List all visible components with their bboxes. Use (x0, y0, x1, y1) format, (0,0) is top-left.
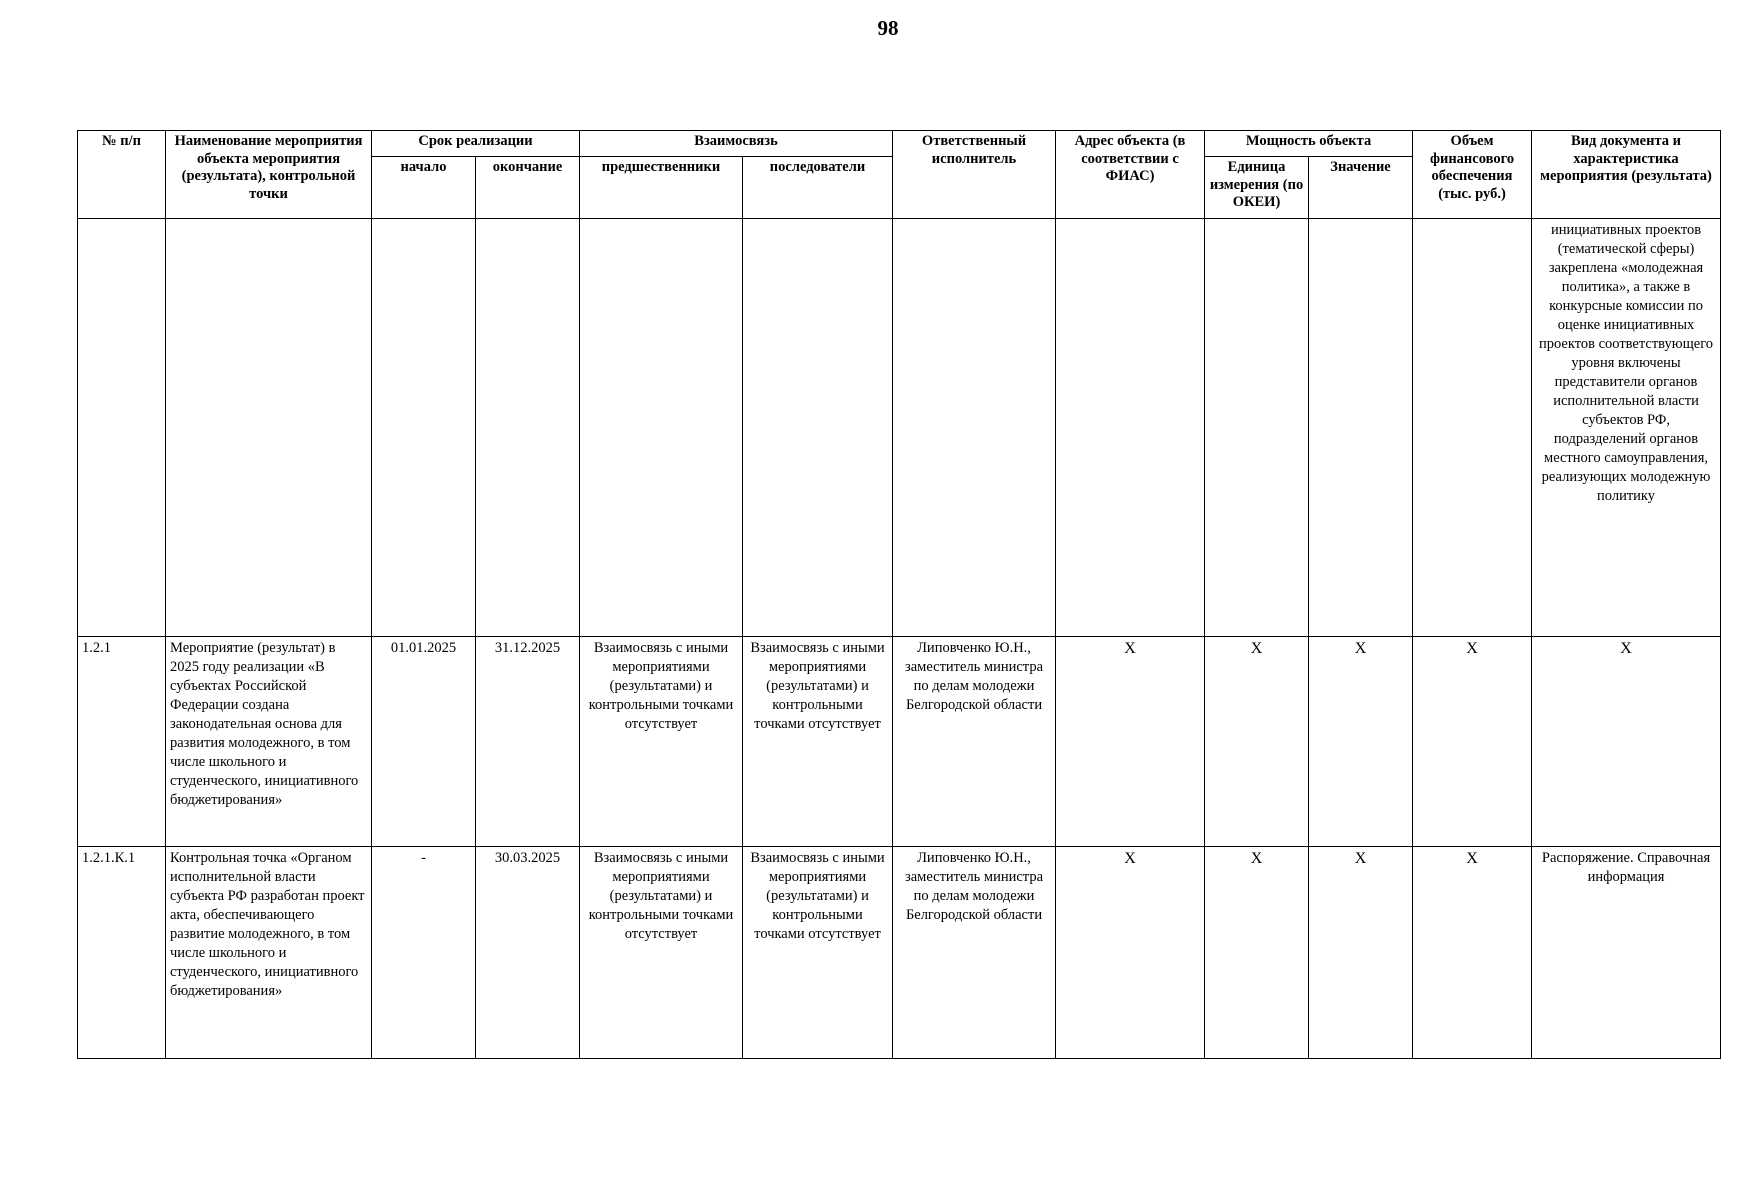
header-period: Срок реализации (372, 131, 580, 157)
cell-unit: X (1205, 637, 1309, 847)
table-row (78, 847, 1721, 1059)
cell-doc: Распоряжение. Справочная информация (1532, 847, 1721, 1059)
cell-num: 1.2.1 (78, 637, 166, 847)
table-row (78, 637, 1721, 847)
plan-table (77, 130, 1721, 1059)
cell-name: Контрольная точка «Органом исполнительной власти субъекта РФ разработан проект акта, обеспечивающего развитие молодежного, в том числе школьного и студенческого, инициативного бюджетирования» (166, 847, 372, 1059)
cell-empty (1309, 219, 1413, 637)
cell-empty (78, 219, 166, 637)
cell-start: 01.01.2025 (372, 637, 476, 847)
header-name: Наименование мероприятия объекта мероприятия (результата), контрольной точки (166, 131, 372, 219)
header-capacity: Мощность объекта (1205, 131, 1413, 157)
table-header (78, 131, 1721, 219)
header-predecessors: предшественники (580, 157, 743, 219)
cell-empty (1413, 219, 1532, 637)
cell-value: X (1309, 637, 1413, 847)
header-relation: Взаимосвязь (580, 131, 893, 157)
header-start: начало (372, 157, 476, 219)
page-number: 98 (877, 16, 899, 40)
cell-empty (476, 219, 580, 637)
cell-empty (372, 219, 476, 637)
cell-predecessors: Взаимосвязь с иными мероприятиями (результатами) и контрольными точками отсутствует (580, 637, 743, 847)
header-num: № п/п (78, 131, 166, 219)
header-unit: Единица измерения (по ОКЕИ) (1205, 157, 1309, 219)
cell-responsible: Липовченко Ю.Н., заместитель министра по делам молодежи Белгородской области (893, 847, 1056, 1059)
cell-doc-continuation: инициативных проектов (тематической сферы) закреплена «молодежная политика», а также в конкурсные комиссии по оценке инициативных проектов соответствующего уровня включены представители органов исполнительной власти субъектов РФ, подразделений органов местного самоуправления, реализующих молодежную политику (1532, 219, 1721, 637)
cell-unit: X (1205, 847, 1309, 1059)
cell-value: X (1309, 847, 1413, 1059)
cell-funding: X (1413, 847, 1532, 1059)
cell-empty (1056, 219, 1205, 637)
cell-address: X (1056, 637, 1205, 847)
header-funding: Объем финансового обеспечения (тыс. руб.) (1413, 131, 1532, 219)
cell-predecessors: Взаимосвязь с иными мероприятиями (результатами) и контрольными точками отсутствует (580, 847, 743, 1059)
cell-end: 31.12.2025 (476, 637, 580, 847)
cell-start: - (372, 847, 476, 1059)
cell-name: Мероприятие (результат) в 2025 году реализации «В субъектах Российской Федерации создана законодательная основа для развития молодежного, в том числе школьного и студенческого, инициативного бюджетирования» (166, 637, 372, 847)
cell-funding: X (1413, 637, 1532, 847)
cell-empty (893, 219, 1056, 637)
cell-end: 30.03.2025 (476, 847, 580, 1059)
cell-empty (580, 219, 743, 637)
header-responsible: Ответственный исполнитель (893, 131, 1056, 219)
cell-address: X (1056, 847, 1205, 1059)
header-successors: последователи (743, 157, 893, 219)
cell-empty (166, 219, 372, 637)
cell-responsible: Липовченко Ю.Н., заместитель министра по делам молодежи Белгородской области (893, 637, 1056, 847)
cell-empty (1205, 219, 1309, 637)
cell-successors: Взаимосвязь с иными мероприятиями (результатами) и контрольными точками отсутствует (743, 847, 893, 1059)
cell-successors: Взаимосвязь с иными мероприятиями (результатами) и контрольными точками отсутствует (743, 637, 893, 847)
header-doc: Вид документа и характеристика мероприятия (результата) (1532, 131, 1721, 219)
cell-doc: X (1532, 637, 1721, 847)
header-value: Значение (1309, 157, 1413, 219)
header-end: окончание (476, 157, 580, 219)
table-row-continuation (78, 219, 1721, 637)
cell-num: 1.2.1.К.1 (78, 847, 166, 1059)
cell-empty (743, 219, 893, 637)
header-address: Адрес объекта (в соответствии с ФИАС) (1056, 131, 1205, 219)
